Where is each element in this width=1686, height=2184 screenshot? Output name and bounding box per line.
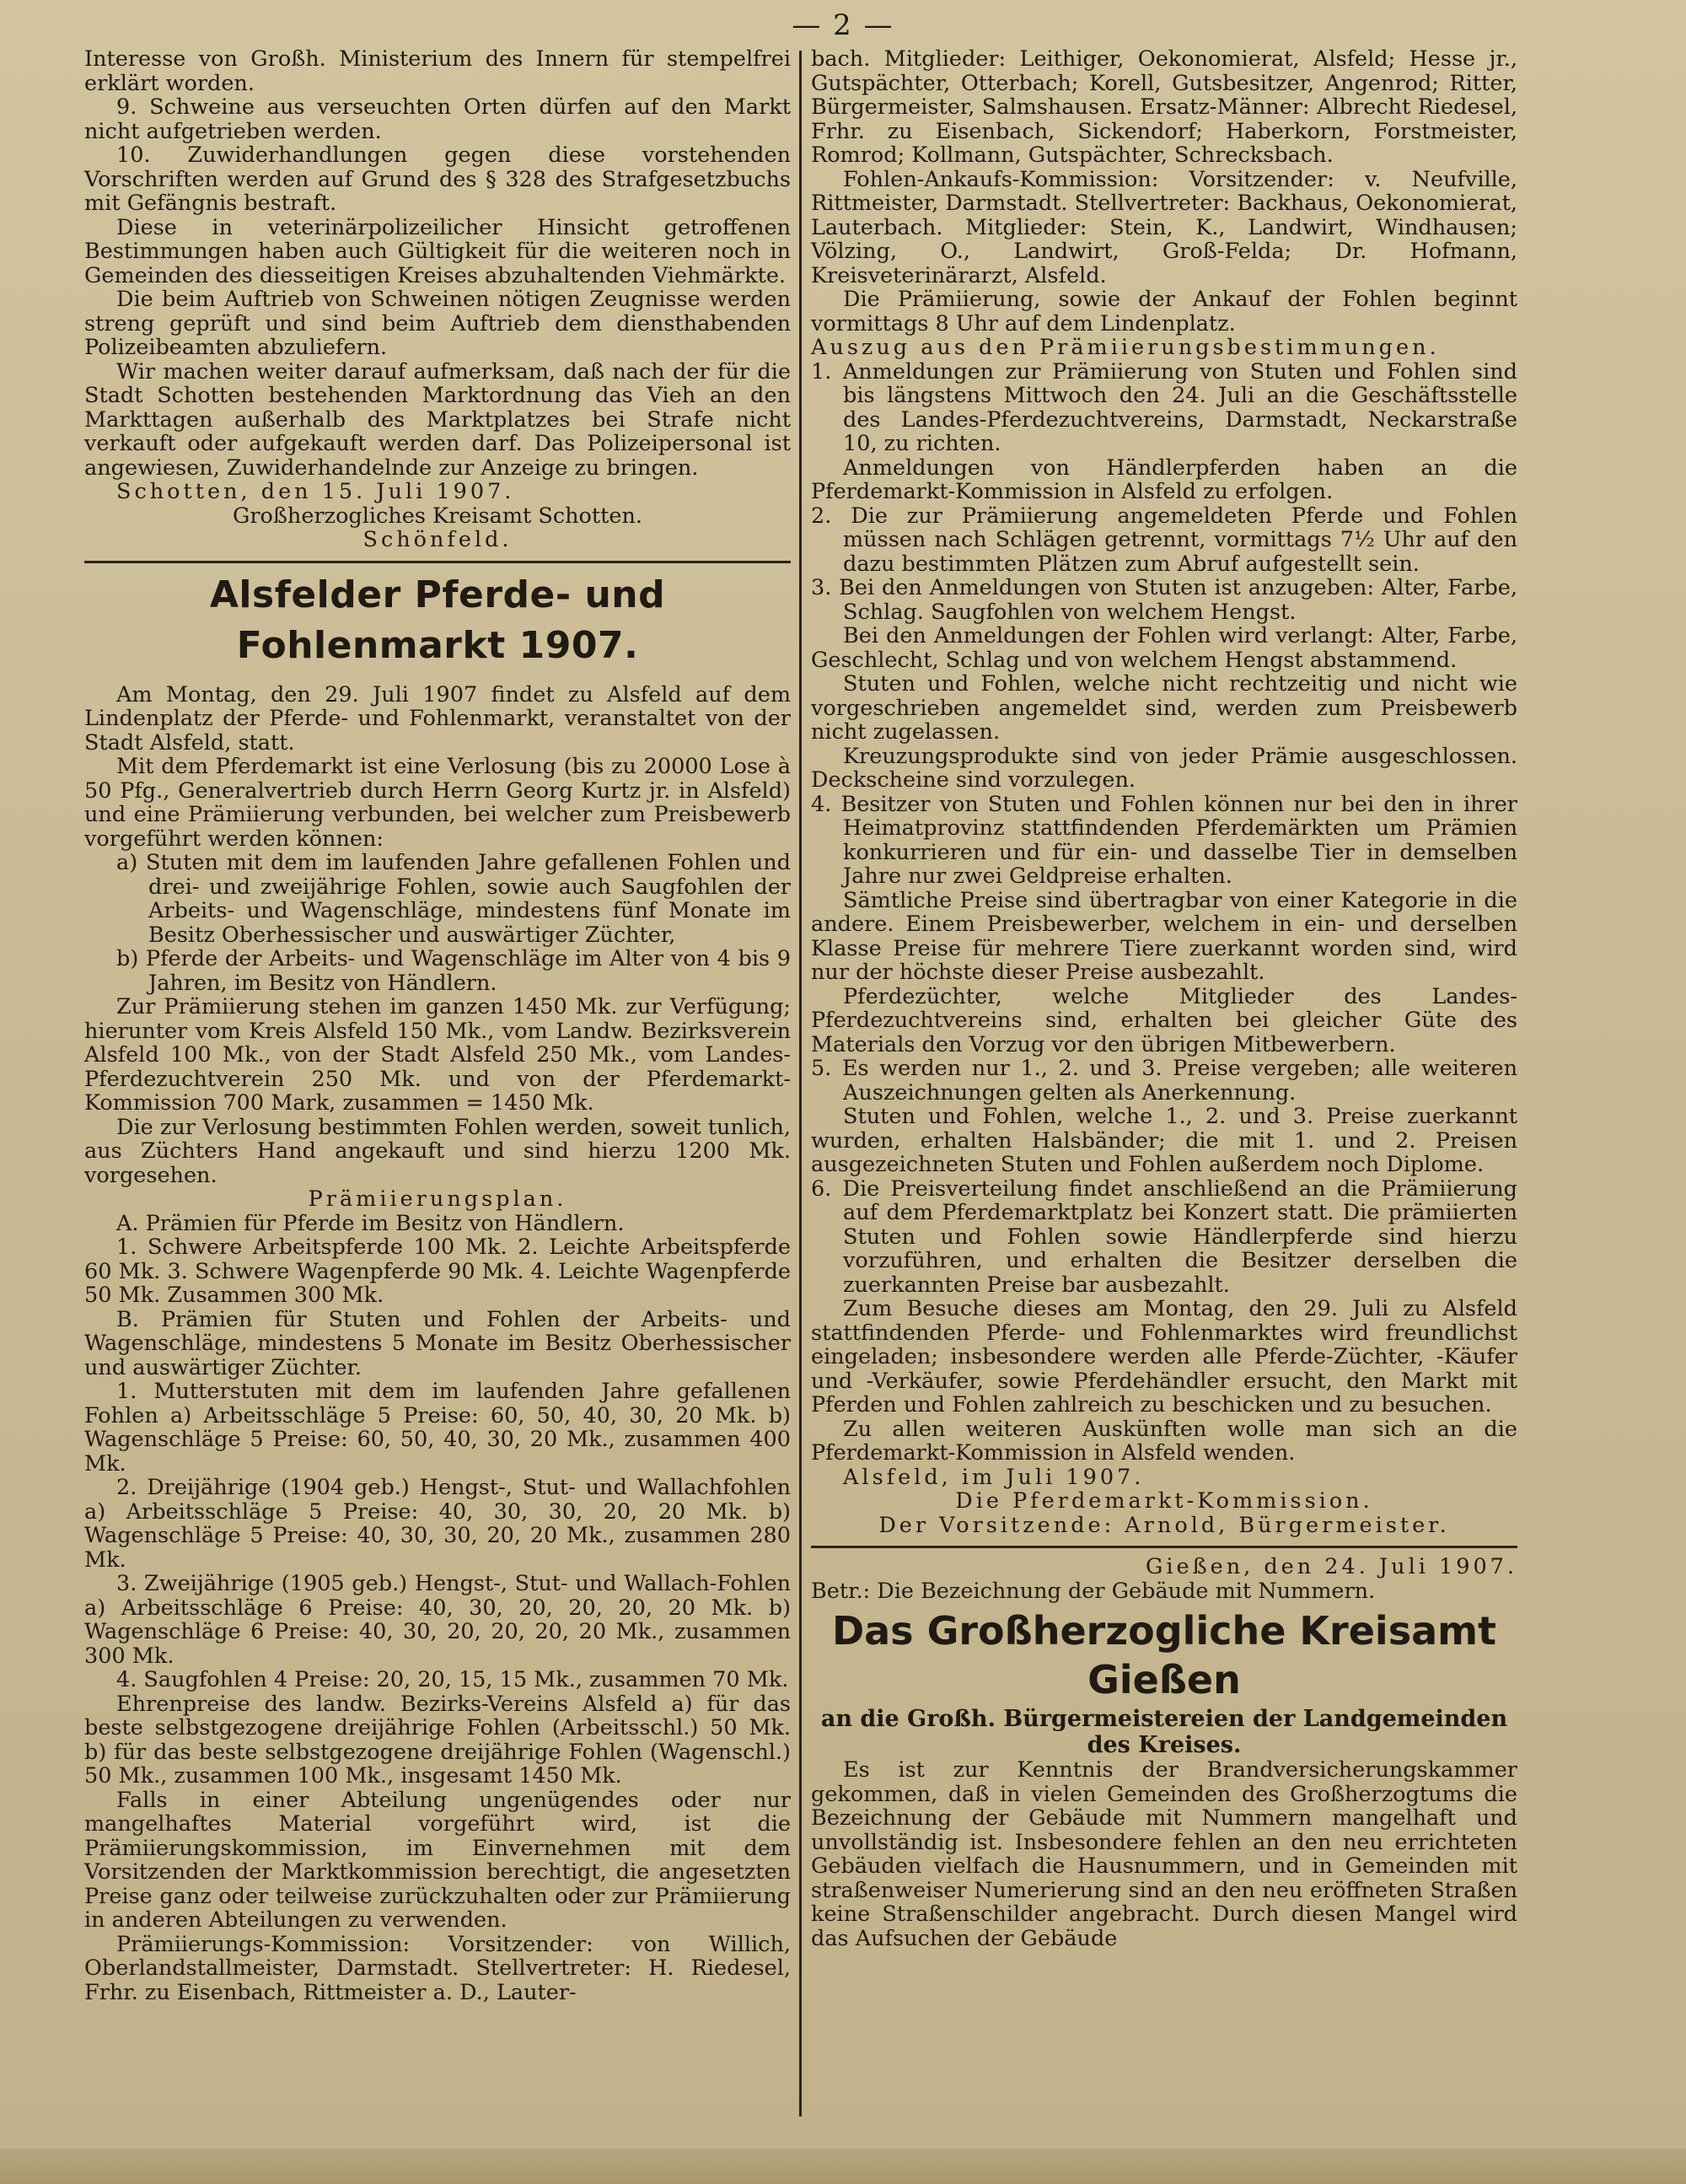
page-bottom-edge [0,2149,1686,2184]
article-paragraph: bach. Mitglieder: Leithiger, Oekonomierat, Alsfeld; Hesse jr., Gutspächter, Otterbach; Korell, Gutsbesitzer, Angenrod; Ritter, Bürgermeister, Salmshausen. Ersatz-Männer: Albrecht Riedesel, Frhr. zu Eisenbach, Sickendorf; Haberkorn, Forstmeister, Romrod; Kollmann, Gutspächter, Schrecksbach. [811,46,1517,168]
article-paragraph: Zur Prämiierung stehen im ganzen 1450 Mk. zur Verfügung; hierunter vom Kreis Alsfeld 150 Mk., vom Landw. Bezirksverein Alsfeld 100 Mk., von der Stadt Alsfeld 250 Mk., vom Landes-Pferdezuchtverein 250 Mk. und von der Pferdemarkt-Kommission 700 Mark, zusammen = 1450 Mk. [84,994,791,1116]
rule-item: 4. Besitzer von Stuten und Fohlen können nur bei den in ihrer Heimatprovinz stattfindenden Pferdemärkten um Prämien konkurrieren und für ein- und dasselbe Tier in demselben Jahre nur zwei Geldpreise erhalten. [811,791,1517,889]
section-title: Prämiierungsplan. [308,1186,567,1212]
market-headline: Alsfelder Pferde- und Fohlenmarkt 1907. [209,573,666,667]
article-paragraph: Zu allen weiteren Auskünften wolle man sich an die Pferdemarkt-Kommission in Alsfeld wenden. [811,1416,1517,1466]
article-paragraph: Die zur Verlosung bestimmten Fohlen werden, soweit tunlich, aus Züchters Hand angekauft und sind hierzu 1200 Mk. vorgesehen. [84,1114,791,1188]
list-item: 1. Mutterstuten mit dem im laufenden Jahre gefallenen Fohlen a) Arbeitsschläge 5 Preise: 60, 50, 40, 30, 20 Mk. b) Wagenschläge 5 Preise: 60, 50, 40, 30, 20 Mk., zusammen 400 Mk. [84,1379,791,1477]
article-paragraph: Am Montag, den 29. Juli 1907 findet zu Alsfeld auf dem Lindenplatz der Pferde- und Fohlenmarkt, veranstaltet von der Stadt Alsfeld, statt. [84,681,791,756]
authority-name: Großherzogliches Kreisamt Schotten. [232,503,642,529]
right-column [811,47,1517,1950]
article-paragraph: Prämiierungs-Kommission: Vorsitzender: von Willich, Oberlandstallmeister, Darmstadt. Stellvertreter: H. Riedesel, Frhr. zu Eisenbach, Rittmeister a. D., Lauter- [84,1931,791,2005]
article-paragraph: Ehrenpreise des landw. Bezirks-Vereins Alsfeld a) für das beste selbstgezogene dreijährige Fohlen (Arbeitsschl.) 50 Mk. b) für das beste selbstgezogene dreijährige Fohlen (Wagenschl.) 50 Mk., zusammen 100 Mk., insgesamt 1450 Mk. [84,1691,791,1789]
list-item: 3. Zweijährige (1905 geb.) Hengst-, Stut- und Wallach-Fohlen a) Arbeitsschläge 6 Preise: 40, 30, 20, 20, 20, 20 Mk. b) Wagenschläge 6 Preise: 40, 30, 20, 20, 20, 20 Mk., zusammen 300 Mk. [84,1571,791,1669]
rule-item: Stuten und Fohlen, welche 1., 2. und 3. Preise zuerkannt wurden, erhalten Halsbänder; die mit 1. und 2. Preisen ausgezeichneten Stuten und Fohlen außerdem noch Diplome. [811,1104,1517,1177]
article-paragraph: Zum Besuche dieses am Montag, den 29. Juli zu Alsfeld stattfindenden Pferde- und Fohlenmarktes wird freundlichst eingeladen; insbesondere werden alle Pferde-Züchter, -Käufer und -Verkäufer, sowie Pferdehändler ersucht, den Markt mit Pferden und Fohlen zahlreich zu beschicken und zu besuchen. [811,1296,1517,1417]
signature: Schönfeld. [362,527,513,552]
rule-item: Anmeldungen von Händlerpferden haben an die Pferdemarkt-Kommission in Alsfeld zu erfolgen. [811,455,1517,504]
article-paragraph: 10. Zuwiderhandlungen gegen diese vorstehenden Vorschriften werden auf Grund des § 328 des Strafgesetzbuchs mit Gefängnis bestraft. [84,143,791,216]
section-title: Auszug aus den Prämiierungsbestimmungen. [811,335,1440,360]
rule-item: 1. Anmeldungen zur Prämiierung von Stuten und Fohlen sind bis längstens Mittwoch den 24. Juli an die Geschäftsstelle des Landes-Pferdezuchtvereins, Darmstadt, Neckarstraße 10, zu richten. [811,358,1517,456]
list-item: b) Pferde der Arbeits- und Wagenschläge im Alter von 4 bis 9 Jahren, im Besitz von Händlern. [116,946,791,996]
signature: Der Vorsitzende: Arnold, Bürgermeister. [878,1512,1450,1538]
subject-line: Betr.: Die Bezeichnung der Gebäude mit Nummern. [811,1578,1376,1604]
article-paragraph: Es ist zur Kenntnis der Brandversicherungskammer gekommen, daß in vielen Gemeinden des Großherzogtums die Bezeichnung der Gebäude mit Nummern mangelhaft und unvollständig ist. Insbesondere fehlen an den neu errichteten Gebäuden vielfach die Hausnummern, und in Gemeinden mit straßenweiser Numerierung sind an den neu eröffneten Straßen keine Straßenschilder angebracht. Durch diesen Mangel wird das Aufsuchen der Gebäude [811,1757,1517,1951]
place-date: Gießen, den 24. Juli 1907. [1145,1554,1517,1579]
rule-item: Bei den Anmeldungen der Fohlen wird verlangt: Alter, Farbe, Geschlecht, Schlag und von welchem Hengst abstammend. [811,623,1517,673]
article-paragraph: Interesse von Großh. Ministerium des Innern für stempelfrei erklärt worden. [84,46,791,96]
rule-item: Kreuzungsprodukte sind von jeder Prämie ausgeschlossen. Deckscheine sind vorzulegen. [811,743,1517,793]
rule-item: 2. Die zur Prämiierung angemeldeten Pferde und Fohlen müssen nach Schlägen getrennt, vormittags 7½ Uhr auf den dazu bestimmten Plätzen zum Abruf aufgestellt sein. [811,503,1517,577]
list-item: 4. Saugfohlen 4 Preise: 20, 20, 15, 15 Mk., zusammen 70 Mk. [116,1667,789,1692]
article-paragraph: Wir machen weiter darauf aufmerksam, daß nach der für die Stadt Schotten bestehenden Marktordnung das Vieh an den Markttagen außerhalb des Marktplatzes bei Strafe nicht verkauft oder aufgekauft werden darf. Das Polizeipersonal ist angewiesen, Zuwiderhandelnde zur Anzeige zu bringen. [84,358,791,481]
rule-item: Stuten und Fohlen, welche nicht rechtzeitig und nicht wie vorgeschrieben angemeldet sind, werden zum Preisbewerb nicht zugelassen. [811,671,1517,745]
rule-item: Sämtliche Preise sind übertragbar von einer Kategorie in die andere. Einem Preisbewerber, welchem in ein- und derselben Klasse Preise für mehrere Tiere zuerkannt worden sind, wird nur der höchste dieser Preise ausbezahlt. [811,887,1517,985]
column-divider [799,51,802,2117]
article-paragraph: 1. Schwere Arbeitspferde 100 Mk. 2. Leichte Arbeitspferde 60 Mk. 3. Schwere Wagenpferde 90 Mk. 4. Leichte Wagenpferde 50 Mk. Zusammen 300 Mk. [84,1235,791,1308]
section-subtitle: A. Prämien für Pferde im Besitz von Händlern. [116,1210,625,1236]
left-column [84,47,791,2004]
article-paragraph: Diese in veterinärpolizeilicher Hinsicht getroffenen Bestimmungen haben auch Gültigkeit für die weiteren noch in Gemeinden des diesseitigen Kreises abzuhaltenden Viehmärkte. [84,214,791,288]
notice-subheadline: an die Großh. Bürgermeistereien der Landgemeinden des Kreises. [820,1706,1508,1758]
rule-item: Pferdezüchter, welche Mitglieder des Landes-Pferdezuchtvereins sind, erhalten bei gleicher Güte des Materials den Vorzug vor den übrigen Mitbewerbern. [811,983,1517,1057]
rule-item: 5. Es werden nur 1., 2. und 3. Preise vergeben; alle weiteren Auszeichnungen gelten als Anerkennung. [811,1056,1517,1105]
article-paragraph: Fohlen-Ankaufs-Kommission: Vorsitzender: v. Neufville, Rittmeister, Darmstadt. Stellvertreter: Backhaus, Oekonomierat, Lauterbach. Mitglieder: Stein, K., Landwirt, Windhausen; Völzing, O., Landwirt, Groß-Felda; Dr. Hofmann, Kreisveterinärarzt, Alsfeld. [811,166,1517,288]
section-rule [811,1546,1517,1548]
article-paragraph: Die beim Auftrieb von Schweinen nötigen Zeugnisse werden streng geprüft und sind beim Auftrieb dem diensthabenden Polizeibeamten abzuliefern. [84,287,791,360]
place-date: Schotten, den 15. Juli 1907. [116,479,515,504]
place-date: Alsfeld, im Juli 1907. [843,1464,1145,1490]
signature: Die Pferdemarkt-Kommission. [955,1488,1373,1514]
article-paragraph: Falls in einer Abteilung ungenügendes oder nur mangelhaftes Material vorgeführt wird, ist die Prämiierungskommission, im Einvernehmen mit dem Vorsitzenden der Marktkommission berechtigt, die angesetzten Preise ganz oder teilweise zurückzuhalten oder zur Prämiierung in anderen Abteilungen zu verwenden. [84,1787,791,1933]
section-rule [84,561,791,563]
rule-item: 3. Bei den Anmeldungen von Stuten ist anzugeben: Alter, Farbe, Schlag. Saugfohlen von welchem Hengst. [811,575,1517,625]
list-item: a) Stuten mit dem im laufenden Jahre gefallenen Fohlen und drei- und zweijährige Fohlen, sowie auch Saugfohlen der Arbeits- und Wagenschläge, mindestens fünf Monate im Besitz Oberhessischer und auswärtiger Züchter, [116,850,791,948]
rule-item: 6. Die Preisverteilung findet anschließend an die Prämiierung auf dem Pferdemarktplatz bei Konzert statt. Die prämiierten Stuten und Fohlen sowie Händlerpferde sind hierzu vorzuführen, und erhalten die Besitzer derselben die zuerkannten Preise bar ausbezahlt. [811,1175,1517,1298]
section-subtitle: B. Prämien für Stuten und Fohlen der Arbeits- und Wagenschläge, mindestens 5 Monate im Besitz Oberhessischer und auswärtiger Züchter. [84,1306,791,1380]
notice-headline: Das Großherzogliche Kreisamt Gießen [831,1608,1497,1703]
article-paragraph: Mit dem Pferdemarkt ist eine Verlosung (bis zu 20000 Lose à 50 Pfg., Generalvertrieb durch Herrn Georg Kurtz jr. in Alsfeld) und eine Prämiierung verbunden, bei welcher zum Preisbewerb vorgeführt werden können: [84,754,791,852]
article-paragraph: 9. Schweine aus verseuchten Orten dürfen auf den Markt nicht aufgetrieben werden. [84,94,791,144]
list-item: 2. Dreijährige (1904 geb.) Hengst-, Stut- und Wallachfohlen a) Arbeitsschläge 5 Preise: 40, 30, 30, 20, 20 Mk. b) Wagenschläge 5 Preise: 40, 30, 30, 20, 20 Mk., zusammen 280 Mk. [84,1475,791,1573]
article-paragraph: Die Prämiierung, sowie der Ankauf der Fohlen beginnt vormittags 8 Uhr auf dem Lindenplatz. [811,287,1517,336]
page-number: — 2 — [792,8,894,42]
